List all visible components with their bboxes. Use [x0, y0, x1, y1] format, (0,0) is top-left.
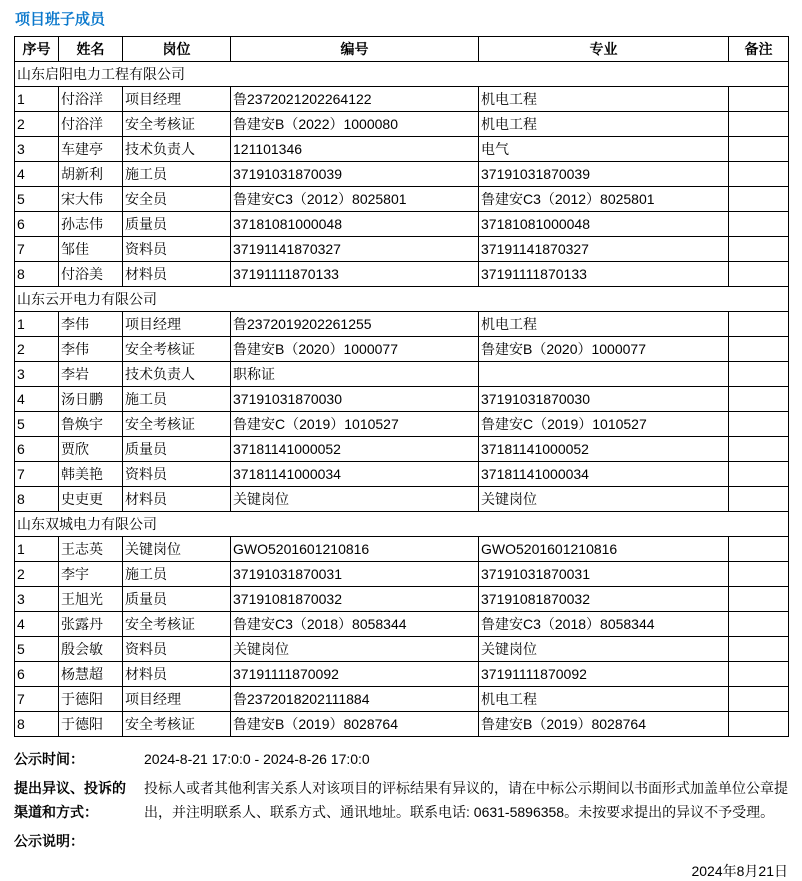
cell-major: 37191031870031 [479, 562, 729, 587]
cell-position: 质量员 [123, 437, 231, 462]
cell-seq: 2 [15, 337, 59, 362]
company-row [15, 512, 789, 537]
cell-major: 37191111870133 [479, 262, 729, 287]
cell-seq: 3 [15, 362, 59, 387]
table-row [15, 637, 789, 662]
cell-name: 李伟 [59, 312, 123, 337]
cell-name: 张露丹 [59, 612, 123, 637]
header-position: 岗位 [123, 37, 231, 62]
cell-seq: 3 [15, 137, 59, 162]
cell-position: 关键岗位 [123, 537, 231, 562]
cell-seq: 7 [15, 237, 59, 262]
table-row [15, 137, 789, 162]
cell-seq: 7 [15, 687, 59, 712]
cell-remark [729, 637, 789, 662]
cell-number: 关键岗位 [231, 487, 479, 512]
table-row [15, 537, 789, 562]
header-seq: 序号 [15, 37, 59, 62]
cell-seq: 8 [15, 712, 59, 737]
company-row [15, 62, 789, 87]
table-row [15, 687, 789, 712]
table-row [15, 387, 789, 412]
footer [14, 747, 788, 881]
cell-number: 鲁建安C3（2018）8058344 [231, 612, 479, 637]
cell-remark [729, 362, 789, 387]
company-name-cell: 山东启阳电力工程有限公司 [15, 62, 789, 87]
cell-number: 鲁2372021202264122 [231, 87, 479, 112]
cell-seq: 6 [15, 212, 59, 237]
cell-position: 资料员 [123, 462, 231, 487]
cell-name: 殷会敏 [59, 637, 123, 662]
cell-remark [729, 212, 789, 237]
cell-number: 37191081870032 [231, 587, 479, 612]
publicity-time-row [14, 747, 788, 771]
cell-major: GWO5201601210816 [479, 537, 729, 562]
cell-number: 37191031870031 [231, 562, 479, 587]
cell-major: 关键岗位 [479, 637, 729, 662]
cell-name: 汤日鹏 [59, 387, 123, 412]
table-row [15, 162, 789, 187]
cell-position: 项目经理 [123, 687, 231, 712]
cell-number: 鲁建安C（2019）1010527 [231, 412, 479, 437]
cell-major: 37191031870030 [479, 387, 729, 412]
cell-name: 韩美艳 [59, 462, 123, 487]
cell-remark [729, 187, 789, 212]
cell-position: 安全考核证 [123, 337, 231, 362]
cell-number: 121101346 [231, 137, 479, 162]
cell-remark [729, 712, 789, 737]
cell-seq: 2 [15, 562, 59, 587]
table-row [15, 312, 789, 337]
cell-name: 于德阳 [59, 712, 123, 737]
cell-position: 安全员 [123, 187, 231, 212]
cell-seq: 1 [15, 87, 59, 112]
cell-remark [729, 162, 789, 187]
cell-remark [729, 562, 789, 587]
table-header-row [15, 37, 789, 62]
cell-remark [729, 412, 789, 437]
cell-major: 机电工程 [479, 312, 729, 337]
cell-number: 37181141000052 [231, 437, 479, 462]
cell-name: 邹佳 [59, 237, 123, 262]
table-row [15, 87, 789, 112]
cell-seq: 4 [15, 612, 59, 637]
cell-major: 机电工程 [479, 87, 729, 112]
cell-number: 鲁建安B（2022）1000080 [231, 112, 479, 137]
cell-name: 李岩 [59, 362, 123, 387]
cell-position: 安全考核证 [123, 112, 231, 137]
cell-seq: 1 [15, 537, 59, 562]
cell-seq: 4 [15, 387, 59, 412]
objection-channel-row [14, 776, 788, 824]
company-row [15, 287, 789, 312]
cell-position: 资料员 [123, 637, 231, 662]
cell-major: 37181141000034 [479, 462, 729, 487]
cell-major: 鲁建安C3（2018）8058344 [479, 612, 729, 637]
table-row [15, 612, 789, 637]
cell-remark [729, 462, 789, 487]
cell-number: 37191031870030 [231, 387, 479, 412]
cell-remark [729, 87, 789, 112]
cell-major: 37191081870032 [479, 587, 729, 612]
cell-position: 质量员 [123, 587, 231, 612]
cell-major: 37191031870039 [479, 162, 729, 187]
cell-major: 鲁建安C3（2012）8025801 [479, 187, 729, 212]
cell-number: GWO5201601210816 [231, 537, 479, 562]
cell-seq: 7 [15, 462, 59, 487]
cell-number: 37191141870327 [231, 237, 479, 262]
publicity-date: 2024年8月21日 [691, 863, 788, 879]
table-row [15, 712, 789, 737]
cell-name: 孙志伟 [59, 212, 123, 237]
cell-position: 安全考核证 [123, 612, 231, 637]
table-row [15, 362, 789, 387]
cell-number: 鲁建安B（2020）1000077 [231, 337, 479, 362]
cell-number: 鲁建安C3（2012）8025801 [231, 187, 479, 212]
objection-channel-label: 提出异议、投诉的渠道和方式： [14, 780, 126, 820]
cell-remark [729, 387, 789, 412]
cell-remark [729, 537, 789, 562]
cell-name: 车建亭 [59, 137, 123, 162]
cell-name: 胡新利 [59, 162, 123, 187]
table-row [15, 212, 789, 237]
page-title: 项目班子成员 [15, 11, 106, 28]
cell-name: 宋大伟 [59, 187, 123, 212]
cell-position: 施工员 [123, 562, 231, 587]
cell-name: 王志英 [59, 537, 123, 562]
cell-seq: 6 [15, 437, 59, 462]
cell-remark [729, 137, 789, 162]
cell-major: 关键岗位 [479, 487, 729, 512]
cell-major [479, 362, 729, 387]
cell-name: 付浴洋 [59, 112, 123, 137]
cell-remark [729, 687, 789, 712]
cell-major: 37191141870327 [479, 237, 729, 262]
table-row [15, 437, 789, 462]
cell-number: 37181141000034 [231, 462, 479, 487]
cell-major: 鲁建安C（2019）1010527 [479, 412, 729, 437]
cell-seq: 2 [15, 112, 59, 137]
cell-major: 电气 [479, 137, 729, 162]
cell-seq: 5 [15, 187, 59, 212]
cell-seq: 8 [15, 487, 59, 512]
cell-remark [729, 612, 789, 637]
cell-name: 付浴洋 [59, 87, 123, 112]
header-number: 编号 [231, 37, 479, 62]
cell-position: 技术负责人 [123, 137, 231, 162]
cell-name: 王旭光 [59, 587, 123, 612]
cell-seq: 5 [15, 412, 59, 437]
cell-seq: 8 [15, 262, 59, 287]
cell-major: 机电工程 [479, 687, 729, 712]
cell-position: 资料员 [123, 237, 231, 262]
cell-name: 贾欣 [59, 437, 123, 462]
cell-name: 杨慧超 [59, 662, 123, 687]
cell-position: 技术负责人 [123, 362, 231, 387]
cell-major: 鲁建安B（2019）8028764 [479, 712, 729, 737]
cell-position: 项目经理 [123, 312, 231, 337]
cell-position: 安全考核证 [123, 412, 231, 437]
cell-number: 37181081000048 [231, 212, 479, 237]
cell-major: 鲁建安B（2020）1000077 [479, 337, 729, 362]
objection-channel-value: 投标人或者其他利害关系人对该项目的评标结果有异议的，请在中标公示期间以书面形式加盖单位公章提出，并注明联系人、联系方式、通讯地址。联系电话: 0631-5896358。未按要求提出的异议不予受理。 [144, 780, 788, 820]
table-row [15, 112, 789, 137]
cell-major: 37181141000052 [479, 437, 729, 462]
cell-name: 史吏更 [59, 487, 123, 512]
cell-remark [729, 312, 789, 337]
cell-seq: 1 [15, 312, 59, 337]
table-row [15, 662, 789, 687]
cell-remark [729, 587, 789, 612]
cell-remark [729, 237, 789, 262]
cell-position: 质量员 [123, 212, 231, 237]
table-row [15, 412, 789, 437]
company-name-cell: 山东云开电力有限公司 [15, 287, 789, 312]
cell-name: 鲁焕宇 [59, 412, 123, 437]
cell-remark [729, 437, 789, 462]
cell-number: 37191031870039 [231, 162, 479, 187]
table-row [15, 487, 789, 512]
publicity-note-row [14, 829, 788, 853]
cell-number: 37191111870092 [231, 662, 479, 687]
cell-remark [729, 262, 789, 287]
cell-position: 材料员 [123, 262, 231, 287]
cell-name: 于德阳 [59, 687, 123, 712]
cell-position: 施工员 [123, 387, 231, 412]
table-row [15, 337, 789, 362]
cell-name: 李宇 [59, 562, 123, 587]
cell-seq: 6 [15, 662, 59, 687]
cell-name: 李伟 [59, 337, 123, 362]
table-row [15, 187, 789, 212]
table-row [15, 562, 789, 587]
cell-major: 机电工程 [479, 112, 729, 137]
cell-position: 材料员 [123, 487, 231, 512]
cell-remark [729, 487, 789, 512]
cell-seq: 5 [15, 637, 59, 662]
table-row [15, 262, 789, 287]
cell-major: 37181081000048 [479, 212, 729, 237]
cell-number: 37191111870133 [231, 262, 479, 287]
header-name: 姓名 [59, 37, 123, 62]
cell-number: 职称证 [231, 362, 479, 387]
cell-remark [729, 662, 789, 687]
cell-number: 鲁2372018202111884 [231, 687, 479, 712]
table-row [15, 237, 789, 262]
cell-name: 付浴美 [59, 262, 123, 287]
publicity-note-label: 公示说明： [14, 833, 84, 849]
cell-remark [729, 112, 789, 137]
cell-remark [729, 337, 789, 362]
cell-position: 材料员 [123, 662, 231, 687]
members-table [14, 36, 789, 737]
header-remark: 备注 [729, 37, 789, 62]
cell-number: 鲁建安B（2019）8028764 [231, 712, 479, 737]
table-row [15, 462, 789, 487]
cell-seq: 3 [15, 587, 59, 612]
publicity-time-value: 2024-8-21 17:0:0 - 2024-8-26 17:0:0 [144, 751, 370, 767]
cell-number: 关键岗位 [231, 637, 479, 662]
publicity-time-label: 公示时间： [14, 751, 84, 767]
header-major: 专业 [479, 37, 729, 62]
company-name-cell: 山东双城电力有限公司 [15, 512, 789, 537]
cell-position: 项目经理 [123, 87, 231, 112]
table-row [15, 587, 789, 612]
cell-position: 安全考核证 [123, 712, 231, 737]
cell-seq: 4 [15, 162, 59, 187]
cell-position: 施工员 [123, 162, 231, 187]
cell-major: 37191111870092 [479, 662, 729, 687]
cell-number: 鲁2372019202261255 [231, 312, 479, 337]
